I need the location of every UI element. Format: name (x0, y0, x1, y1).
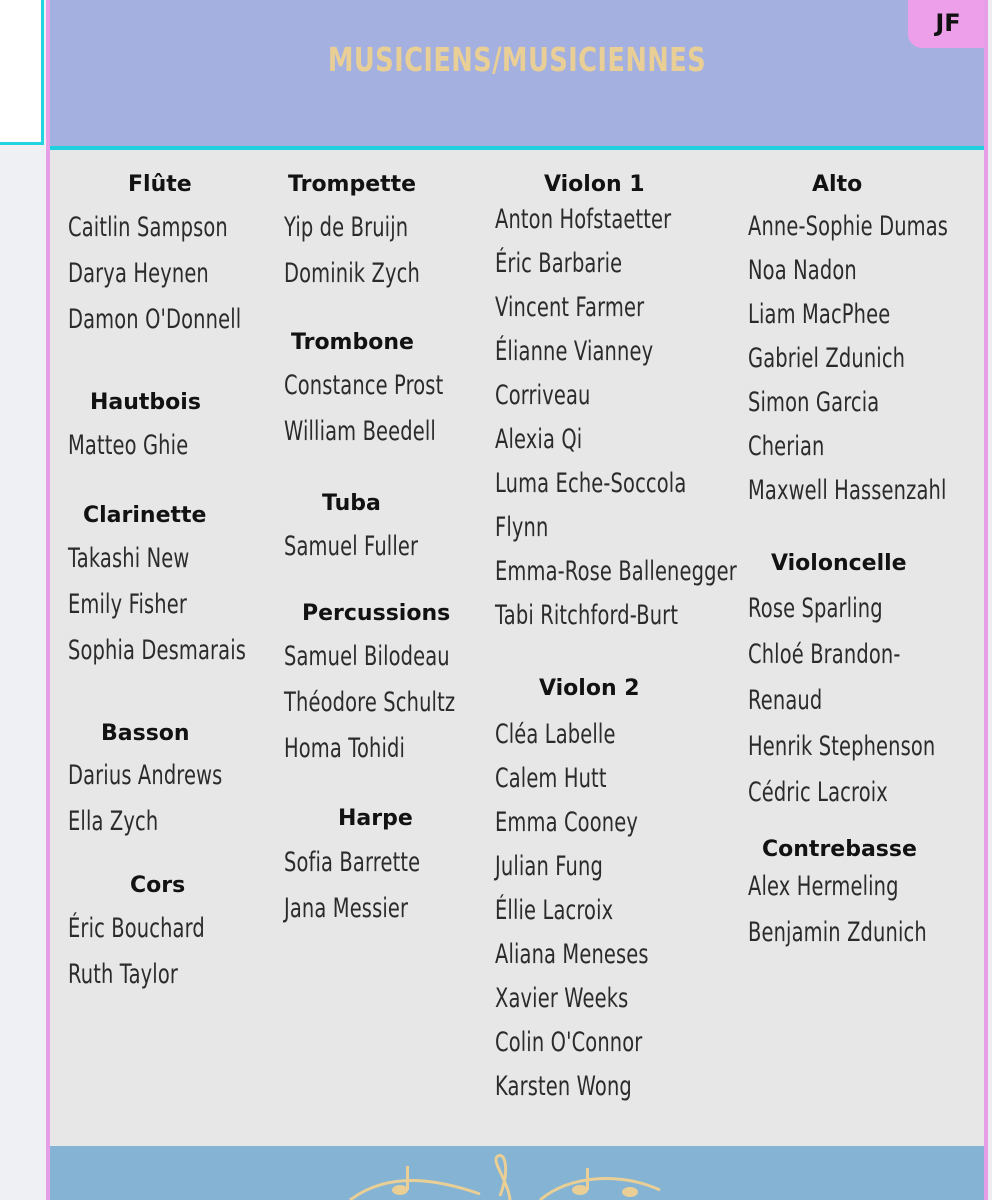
musician-name: Luma Eche-Soccola (495, 468, 687, 499)
musician-name: Théodore Schultz (284, 687, 456, 718)
musician-name: Gabriel Zdunich (748, 343, 906, 374)
section-heading-tuba: Tuba (322, 491, 381, 516)
section-heading-contrebasse: Contrebasse (762, 837, 917, 862)
section-heading-harpe: Harpe (338, 806, 413, 831)
musician-name: Liam MacPhee (748, 299, 891, 330)
musician-name: Ella Zych (68, 806, 159, 837)
musician-name: Éric Barbarie (495, 248, 623, 279)
musician-name: Aliana Meneses (495, 939, 649, 970)
musician-name: Benjamin Zdunich (748, 917, 927, 948)
section-heading-percussions: Percussions (302, 601, 451, 626)
section-heading-clarinette: Clarinette (83, 503, 207, 528)
musician-name: Calem Hutt (495, 763, 607, 794)
section-heading-flute: Flûte (128, 172, 192, 197)
musician-name: Tabi Ritchford-Burt (495, 600, 679, 631)
musician-name: Karsten Wong (495, 1071, 632, 1102)
musician-name: Homa Tohidi (284, 733, 406, 764)
music-notes-decoration-icon (330, 1150, 690, 1200)
musician-name: Maxwell Hassenzahl (748, 475, 947, 506)
section-heading-violon2: Violon 2 (539, 676, 640, 701)
section-heading-cors: Cors (130, 873, 186, 898)
musician-name: Rose Sparling (748, 593, 883, 624)
musician-name: Samuel Fuller (284, 531, 419, 562)
musician-name: Éric Bouchard (68, 913, 205, 944)
musician-name: Constance Prost (284, 370, 444, 401)
musician-name: Dominik Zych (284, 258, 420, 289)
musician-name: Emma Cooney (495, 807, 638, 838)
musician-name: Cherian (748, 431, 825, 462)
musician-name: Vincent Farmer (495, 292, 645, 323)
section-heading-trombone: Trombone (291, 330, 414, 355)
page-title: MUSICIENS/MUSICIENNES (327, 40, 707, 79)
musician-name: Emily Fisher (68, 589, 188, 620)
musician-name: Élianne Vianney (495, 336, 654, 367)
section-heading-hautbois: Hautbois (90, 390, 201, 415)
musician-name: Samuel Bilodeau (284, 641, 450, 672)
page-footer (50, 1146, 984, 1200)
musician-name: Anne-Sophie Dumas (748, 211, 949, 242)
section-heading-violoncelle: Violoncelle (771, 551, 907, 576)
musician-name: Renaud (748, 685, 823, 716)
left-page-strip (0, 0, 46, 1200)
musician-name: Alexia Qi (495, 424, 583, 455)
musician-name: Alex Hermeling (748, 871, 899, 902)
musician-name: Caitlin Sampson (68, 212, 228, 243)
musician-name: Julian Fung (495, 851, 603, 882)
musician-name: Noa Nadon (748, 255, 857, 286)
musician-name: Henrik Stephenson (748, 731, 936, 762)
musician-name: Darya Heynen (68, 258, 209, 289)
section-heading-alto: Alto (812, 172, 863, 197)
musician-name: Sophia Desmarais (68, 635, 247, 666)
section-heading-basson: Basson (101, 721, 190, 746)
musician-name: William Beedell (284, 416, 436, 447)
musician-name: Corriveau (495, 380, 591, 411)
musician-name: Chloé Brandon- (748, 639, 901, 670)
musician-name: Jana Messier (284, 893, 409, 924)
left-page-thumbnail (0, 0, 44, 145)
musician-name: Darius Andrews (68, 760, 223, 791)
musician-name: Colin O'Connor (495, 1027, 643, 1058)
musician-name: Yip de Bruijn (284, 212, 409, 243)
section-heading-trompette: Trompette (288, 172, 417, 197)
musician-name: Simon Garcia (748, 387, 880, 418)
musician-name: Anton Hofstaetter (495, 204, 672, 235)
musician-name: Matteo Ghie (68, 430, 189, 461)
musician-name: Damon O'Donnell (68, 304, 242, 335)
musician-name: Takashi New (68, 543, 190, 574)
musician-name: Éllie Lacroix (495, 895, 614, 926)
musician-name: Sofia Barrette (284, 847, 421, 878)
section-heading-violon1: Violon 1 (544, 172, 645, 197)
program-page (46, 0, 988, 1200)
musician-name: Cédric Lacroix (748, 777, 888, 808)
musician-name: Xavier Weeks (495, 983, 629, 1014)
musician-name: Ruth Taylor (68, 959, 179, 990)
musician-name: Flynn (495, 512, 549, 543)
musician-name: Emma-Rose Ballenegger (495, 556, 737, 587)
musician-name: Cléa Labelle (495, 719, 616, 750)
user-badge[interactable]: JF (908, 0, 988, 48)
page-header (50, 0, 984, 150)
